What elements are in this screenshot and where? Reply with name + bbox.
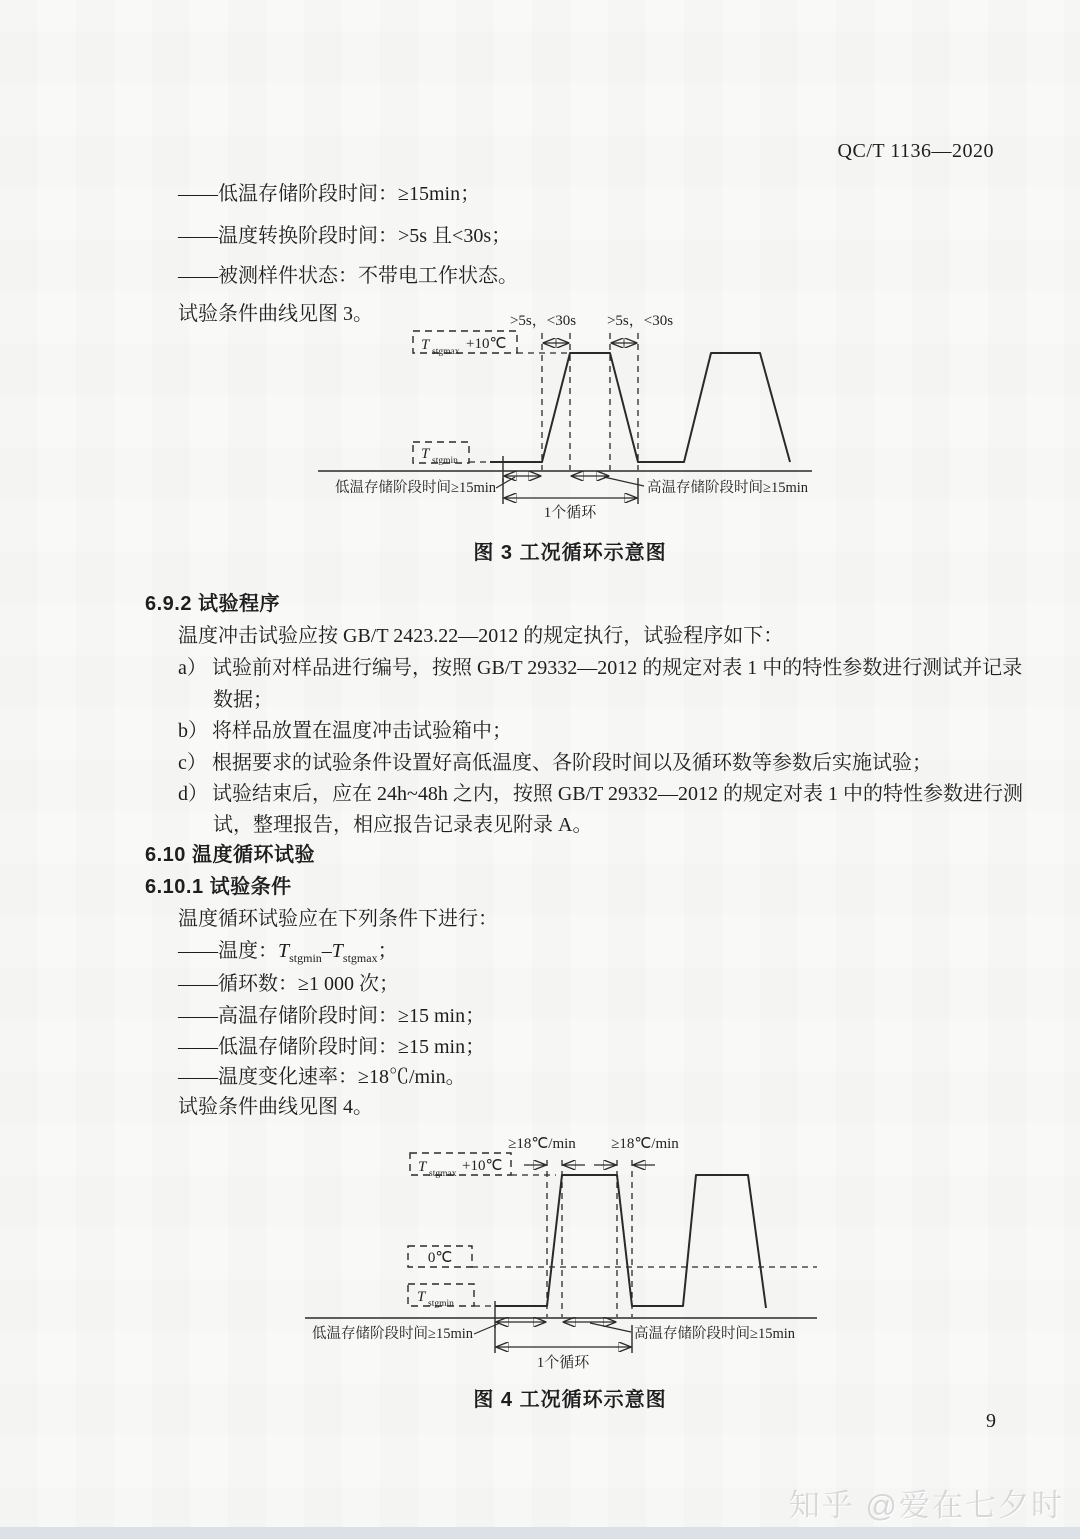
list-item-d-text: 试验结束后，应在 24h~48h 之内，按照 GB/T 29332—2012 的规定对表 1 中的特性参数进行测	[212, 783, 1024, 805]
condition-temperature-prefix: ——温度：	[178, 940, 278, 962]
fig3-tmax-subscript: stgmax	[432, 347, 460, 357]
fig3-storage-dimensions	[335, 456, 809, 496]
fig4-tmax-box	[410, 1153, 511, 1179]
fig4-low-storage-label: 低温存储阶段时间≥15min	[311, 1326, 473, 1342]
see-figure-4-text: 试验条件曲线见图 4。	[178, 1096, 373, 1118]
figure3-caption: 图 3 工况循环示意图	[473, 542, 667, 564]
fig3-transition-label-1: >5s，<30s	[509, 313, 577, 329]
fig3-cycle-label: 1个循环	[543, 505, 597, 521]
fig3-tmax-box	[413, 331, 517, 357]
list-item-a-marker: a）	[178, 657, 207, 679]
figure4-caption: 图 4 工况循环示意图	[473, 1389, 667, 1411]
condition-cycle-count: ——循环数：≥1 000 次；	[178, 973, 399, 995]
fig4-tmax-symbol: T	[418, 1159, 427, 1175]
list-item-b	[178, 718, 512, 744]
bullet-transition-time: ——温度转换阶段时间：>5s 且<30s；	[178, 225, 512, 247]
fig4-tmax-subscript: stgmax	[429, 1169, 457, 1179]
standard-number-header: QC/T 1136—2020	[837, 140, 994, 162]
fig4-storage-dimensions	[312, 1301, 796, 1342]
figure3-diagram	[300, 300, 870, 532]
list-item-d-marker: d）	[178, 783, 208, 805]
fig3-tmax-symbol: T	[421, 337, 430, 353]
list-item-a	[178, 655, 1022, 681]
fig4-rate-label-2: ≥18℃/min	[611, 1136, 679, 1152]
heading-6-9-2: 6.9.2 试验程序	[145, 593, 281, 615]
t-subscript-max: stgmax	[342, 951, 378, 965]
fig4-zero-label: 0℃	[427, 1250, 453, 1266]
fig3-tmin-box	[413, 442, 469, 466]
condition-low-storage: ——低温存储阶段时间：≥15 min；	[178, 1036, 486, 1058]
heading-6-10-1: 6.10.1 试验条件	[145, 876, 292, 898]
paragraph-6-9-2-intro: 温度冲击试验应按 GB/T 2423.22—2012 的规定执行，试验程序如下：	[178, 625, 784, 647]
watermark: 知乎 @爱在七夕时	[788, 1488, 1064, 1523]
fig3-transition-dimensions	[510, 313, 673, 343]
fig3-low-storage-label: 低温存储阶段时间≥15min	[334, 480, 496, 496]
list-item-c-text: 根据要求的试验条件设置好高低温度、各阶段时间以及循环数等参数后实施试验；	[212, 752, 932, 774]
figure4-diagram	[290, 1128, 870, 1376]
list-item-d-continuation: 试，整理报告，相应报告记录表见附录 A。	[213, 814, 593, 836]
fig4-rate-dimensions	[508, 1136, 679, 1165]
fig3-tmin-subscript: stgmin	[432, 456, 458, 466]
fig3-cycle-dimension	[503, 478, 638, 521]
see-figure-3-text: 试验条件曲线见图 3。	[178, 303, 373, 325]
fig4-cycle-label: 1个循环	[536, 1355, 590, 1371]
fig4-temperature-waveform	[495, 1175, 766, 1308]
condition-temperature-suffix: ；	[377, 940, 398, 962]
list-item-c-marker: c）	[178, 752, 207, 774]
fig4-tmin-subscript: stgmin	[428, 1299, 454, 1309]
bullet-low-temp-storage: ——低温存储阶段时间：≥15min；	[178, 183, 481, 205]
t-subscript-min: stgmin	[289, 951, 322, 965]
fig4-guide-lines	[472, 1160, 817, 1317]
range-dash: –	[321, 940, 332, 962]
page-number: 9	[986, 1410, 996, 1432]
fig4-cycle-dimension	[495, 1325, 632, 1371]
condition-temperature	[178, 938, 398, 971]
fig4-tmax-offset: +10℃	[462, 1158, 503, 1174]
list-item-d	[178, 781, 1023, 807]
t-symbol-max: T	[331, 940, 343, 962]
fig4-tmin-box	[408, 1284, 474, 1309]
fig3-transition-label-2: >5s，<30s	[606, 313, 674, 329]
bullet-sample-state: ——被测样件状态：不带电工作状态。	[178, 265, 518, 287]
list-item-c	[178, 750, 932, 776]
fig3-temperature-waveform	[490, 353, 790, 462]
fig4-high-storage-label: 高温存储阶段时间≥15min	[634, 1326, 796, 1342]
fig3-tmin-symbol: T	[421, 446, 430, 462]
condition-high-storage: ——高温存储阶段时间：≥15 min；	[178, 1005, 486, 1027]
fig4-zero-box	[408, 1246, 472, 1267]
list-item-a-continuation: 数据；	[213, 689, 273, 711]
condition-rate: ——温度变化速率：≥18℃/min。	[178, 1066, 466, 1088]
heading-6-10: 6.10 温度循环试验	[145, 844, 315, 866]
bottom-strip	[0, 1527, 1080, 1539]
fig3-high-storage-label: 高温存储阶段时间≥15min	[647, 480, 809, 496]
t-symbol-min: T	[278, 940, 290, 962]
fig4-tmin-symbol: T	[417, 1289, 426, 1305]
list-item-a-text: 试验前对样品进行编号，按照 GB/T 29332—2012 的规定对表 1 中的特性参数进行测试并记录	[212, 657, 1023, 679]
fig3-tmax-offset: +10℃	[466, 336, 507, 352]
fig4-rate-label-1: ≥18℃/min	[508, 1136, 576, 1152]
paragraph-6-10-1-intro: 温度循环试验应在下列条件下进行：	[178, 908, 498, 930]
list-item-b-marker: b）	[178, 720, 208, 742]
list-item-b-text: 将样品放置在温度冲击试验箱中；	[212, 720, 512, 742]
